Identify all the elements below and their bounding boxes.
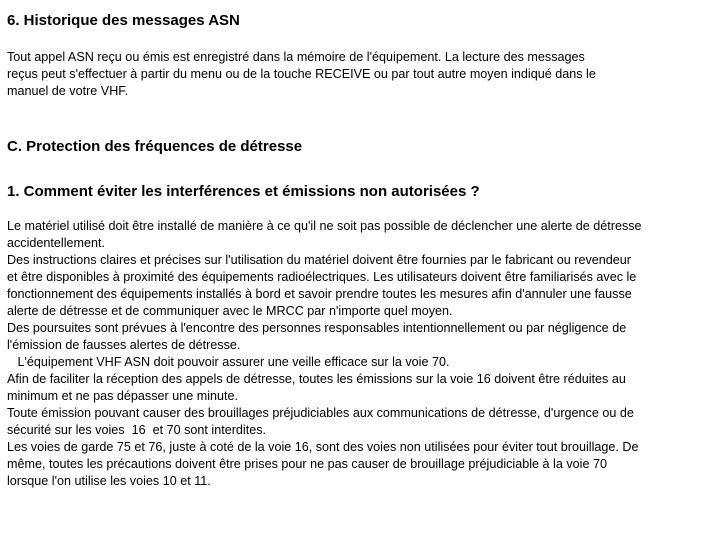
paragraph-line: Tout appel ASN reçu ou émis est enregistré dans la mémoire de l'équipement. La lecture des messages (7, 50, 585, 64)
paragraph-line: Afin de faciliter la réception des appels de détresse, toutes les émissions sur la voie 16 doivent être réduites au (7, 372, 626, 386)
paragraph-line: Des instructions claires et précises sur l'utilisation du matériel doivent être fournies par le fabricant ou revendeur (7, 253, 631, 267)
paragraph-line: reçus peut s'effectuer à partir du menu ou de la touche RECEIVE ou par tout autre moyen indiqué dans le (7, 67, 596, 81)
paragraph-line: alerte de détresse et de communiquer avec le MRCC par n'importe quel moyen. (7, 304, 453, 318)
paragraph-line: minimum et ne pas dépasser une minute. (7, 389, 239, 403)
section-c-paragraph (7, 218, 642, 490)
paragraph-line: Toute émission pouvant causer des brouillages préjudiciables aux communications de détresse, d'urgence ou de (7, 406, 634, 420)
section-6-paragraph (7, 49, 596, 100)
paragraph-line: L'équipement VHF ASN doit pouvoir assurer une veille efficace sur la voie 70. (7, 355, 450, 369)
section-c-heading: C. Protection des fréquences de détresse (7, 138, 303, 155)
section-c-subheading: 1. Comment éviter les interférences et émissions non autorisées ? (7, 183, 480, 200)
paragraph-line: accidentellement. (7, 236, 106, 250)
paragraph-line: Le matériel utilisé doit être installé de manière à ce qu'il ne soit pas possible de déclencher une alerte de détresse (7, 219, 642, 233)
section-6-heading: 6. Historique des messages ASN (7, 12, 240, 29)
paragraph-line: manuel de votre VHF. (7, 84, 129, 98)
paragraph-line: Des poursuites sont prévues à l'encontre des personnes responsables intentionnellement ou par négligence de (7, 321, 627, 335)
paragraph-line: fonctionnement des équipements installés à bord et savoir prendre toutes les mesures afin d'annuler une fausse (7, 287, 632, 301)
paragraph-line: sécurité sur les voies 16 et 70 sont interdites. (7, 423, 267, 437)
paragraph-line: et être disponibles à proximité des équipements radioélectriques. Les utilisateurs doivent être familiarisés avec le (7, 270, 637, 284)
paragraph-line: lorsque l'on utilise les voies 10 et 11. (7, 474, 211, 488)
paragraph-line: Les voies de garde 75 et 76, juste à coté de la voie 16, sont des voies non utilisées pour éviter tout brouillage. De (7, 440, 639, 454)
paragraph-line: l'émission de fausses alertes de détresse. (7, 338, 241, 352)
paragraph-line: même, toutes les précautions doivent être prises pour ne pas causer de brouillage préjudiciable à la voie 70 (7, 457, 607, 471)
